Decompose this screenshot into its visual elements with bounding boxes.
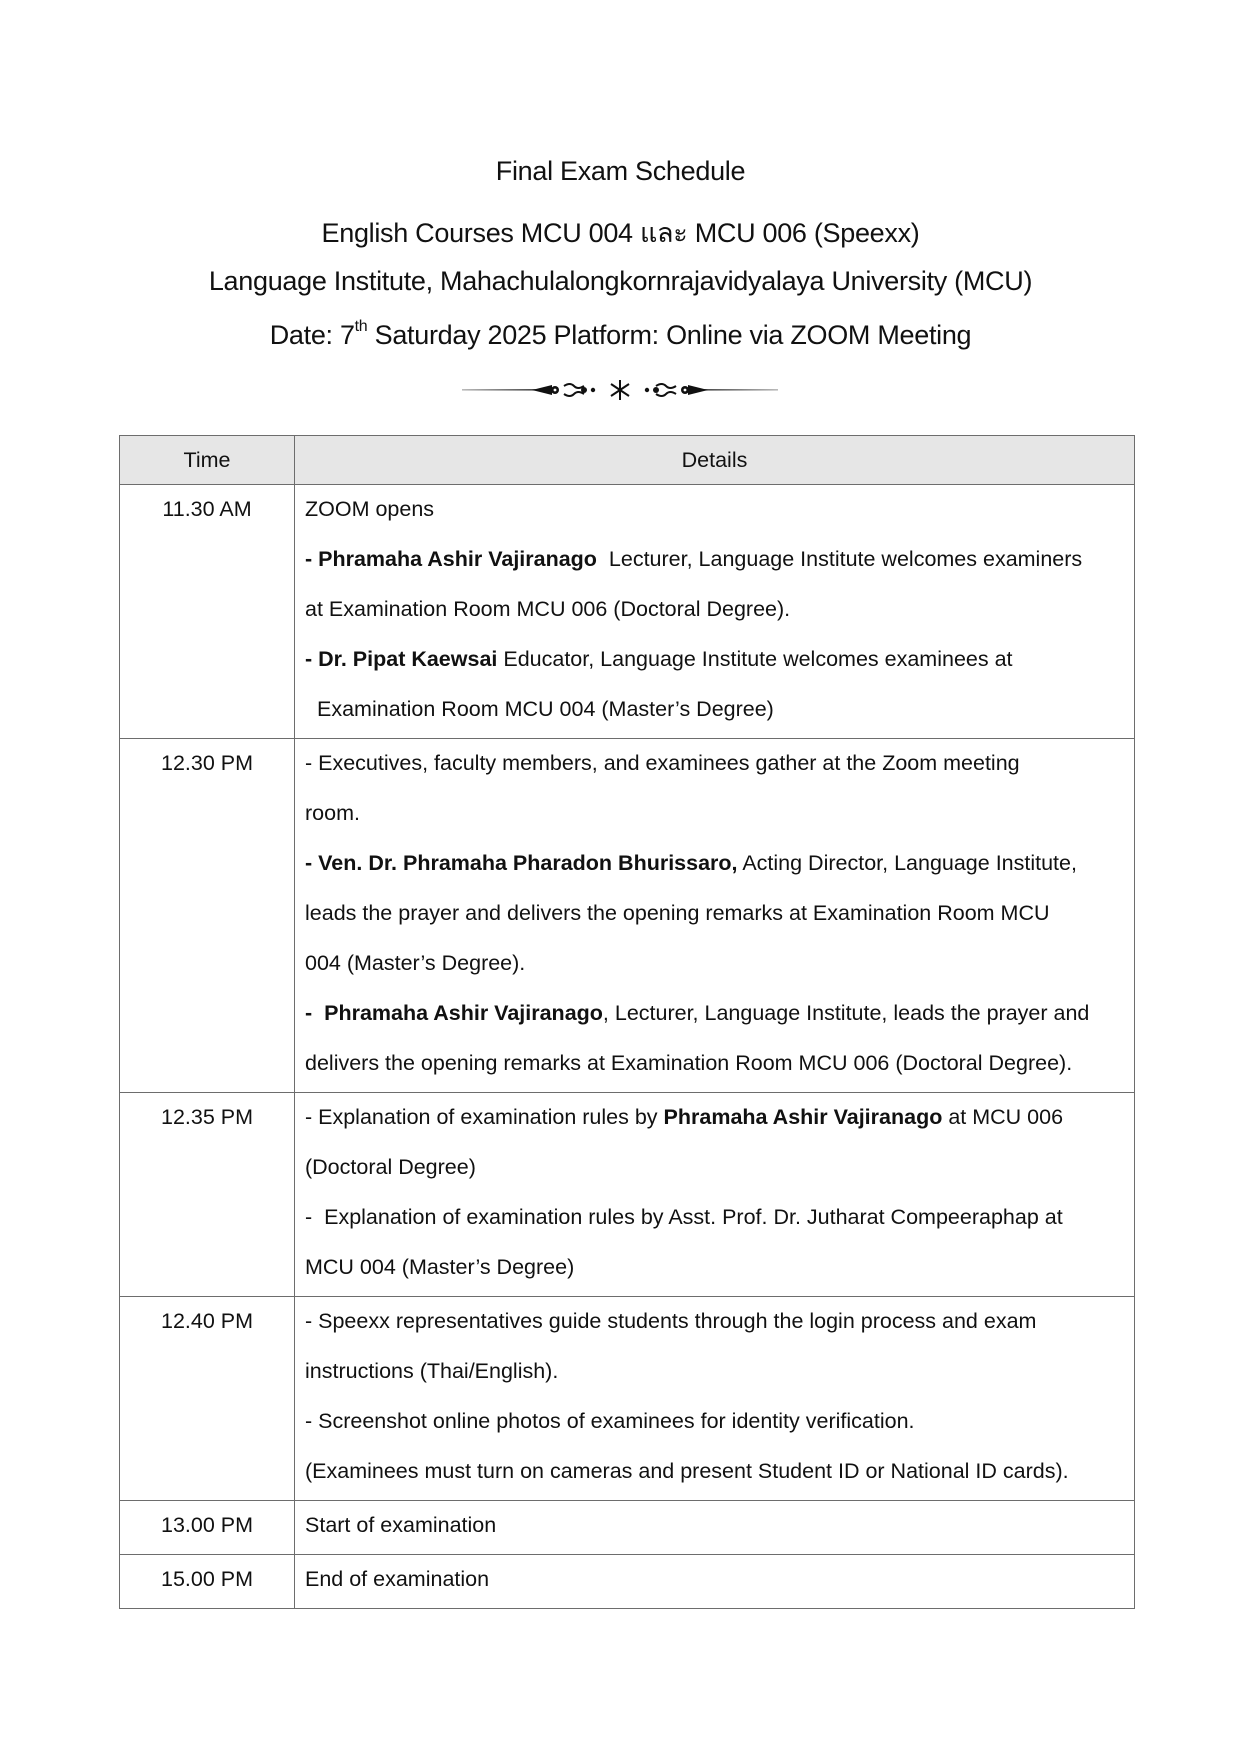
table-row	[120, 739, 1135, 1093]
detail-text: Educator, Language Institute welcomes examinees at	[497, 647, 1013, 671]
column-header-time: Time	[120, 436, 295, 485]
time-cell: 12.30 PM	[120, 739, 295, 1093]
detail-text: leads the prayer and delivers the opening remarks at Examination Room MCU	[305, 901, 1050, 925]
exam-schedule-table	[119, 435, 1135, 1609]
time-cell: 12.40 PM	[120, 1297, 295, 1501]
details-text-block	[305, 1296, 1124, 1496]
decorative-divider-icon	[460, 378, 780, 402]
detail-text: - Screenshot online photos of examinees for identity verification.	[305, 1409, 915, 1433]
detail-text: MCU 004 (Master’s Degree)	[305, 1255, 575, 1279]
person-name: - Ven. Dr. Phramaha Pharadon Bhurissaro,	[305, 851, 738, 875]
table-header-row	[120, 436, 1135, 485]
detail-line	[305, 838, 1124, 888]
detail-line	[305, 1554, 1124, 1604]
details-cell	[295, 1093, 1135, 1297]
detail-line	[305, 634, 1124, 684]
table-row	[120, 1555, 1135, 1609]
details-cell	[295, 739, 1135, 1093]
document-title: Final Exam Schedule	[495, 156, 746, 186]
details-cell	[295, 1297, 1135, 1501]
detail-text: Lecturer, Language Institute welcomes examiners	[596, 547, 1083, 571]
details-text-block	[305, 484, 1124, 734]
details-text-block	[305, 738, 1124, 1088]
date-prefix: Date: 7	[269, 320, 355, 350]
detail-text: delivers the opening remarks at Examination Room MCU 006 (Doctoral Degree).	[305, 1051, 1073, 1075]
detail-line	[305, 1296, 1124, 1346]
table-row	[120, 485, 1135, 739]
details-text-block	[305, 1554, 1124, 1604]
detail-line	[305, 1446, 1124, 1496]
detail-text: at MCU 006	[942, 1105, 1064, 1129]
detail-text: - Executives, faculty members, and examinees gather at the Zoom meeting	[305, 751, 1020, 775]
detail-text: room.	[305, 801, 360, 825]
time-cell: 12.35 PM	[120, 1093, 295, 1297]
detail-text: (Doctoral Degree)	[305, 1155, 476, 1179]
detail-line	[305, 1038, 1124, 1088]
detail-line	[305, 1396, 1124, 1446]
detail-line	[305, 1092, 1124, 1142]
detail-line	[305, 988, 1124, 1038]
detail-text: - Explanation of examination rules by Asst. Prof. Dr. Jutharat Compeeraphap at	[305, 1205, 1063, 1229]
detail-text: instructions (Thai/English).	[305, 1359, 559, 1383]
details-text-block	[305, 1092, 1124, 1292]
detail-text: 004 (Master’s Degree).	[305, 951, 526, 975]
detail-text: ZOOM opens	[305, 497, 435, 521]
detail-text: (Examinees must turn on cameras and present Student ID or National ID cards).	[305, 1459, 1069, 1483]
date-platform-text: Saturday 2025 Platform: Online via ZOOM Meeting	[367, 320, 972, 350]
detail-line	[305, 1192, 1124, 1242]
detail-line	[305, 788, 1124, 838]
details-cell	[295, 1555, 1135, 1609]
date-platform-line	[0, 320, 1241, 351]
detail-line	[305, 584, 1124, 634]
detail-line	[305, 888, 1124, 938]
detail-text: Acting Director, Language Institute,	[737, 851, 1077, 875]
column-header-details: Details	[295, 436, 1135, 485]
date-ordinal-suffix: th	[354, 318, 368, 335]
time-cell: 15.00 PM	[120, 1555, 295, 1609]
details-cell	[295, 1501, 1135, 1555]
person-name: - Phramaha Ashir Vajiranago	[305, 547, 597, 571]
details-cell	[295, 485, 1135, 739]
person-name: Phramaha Ashir Vajiranago	[663, 1105, 943, 1129]
table-row	[120, 1093, 1135, 1297]
detail-line	[305, 1346, 1124, 1396]
table-body	[120, 485, 1135, 1609]
detail-text: - Speexx representatives guide students through the login process and exam	[305, 1309, 1037, 1333]
detail-line	[305, 534, 1124, 584]
detail-text: , Lecturer, Language Institute, leads the prayer and	[602, 1001, 1090, 1025]
detail-text: - Explanation of examination rules by	[305, 1105, 664, 1129]
time-cell: 11.30 AM	[120, 485, 295, 739]
details-text-block	[305, 1500, 1124, 1550]
detail-text: Start of examination	[305, 1513, 497, 1537]
detail-line	[305, 1142, 1124, 1192]
course-subtitle: English Courses MCU 004 และ MCU 006 (Speexx)	[321, 218, 920, 248]
person-name: - Phramaha Ashir Vajiranago	[305, 1001, 603, 1025]
detail-line	[305, 1500, 1124, 1550]
detail-text: End of examination	[305, 1567, 490, 1591]
detail-line	[305, 1242, 1124, 1292]
time-cell: 13.00 PM	[120, 1501, 295, 1555]
person-name: - Dr. Pipat Kaewsai	[305, 647, 498, 671]
detail-line	[305, 938, 1124, 988]
detail-text: Examination Room MCU 004 (Master’s Degree)	[317, 697, 774, 721]
detail-line	[305, 484, 1124, 534]
detail-line	[305, 684, 1124, 734]
institute-name: Language Institute, Mahachulalongkornrajavidyalaya University (MCU)	[208, 266, 1033, 296]
detail-line	[305, 738, 1124, 788]
detail-text: at Examination Room MCU 006 (Doctoral Degree).	[305, 597, 791, 621]
table-row	[120, 1297, 1135, 1501]
table-row	[120, 1501, 1135, 1555]
